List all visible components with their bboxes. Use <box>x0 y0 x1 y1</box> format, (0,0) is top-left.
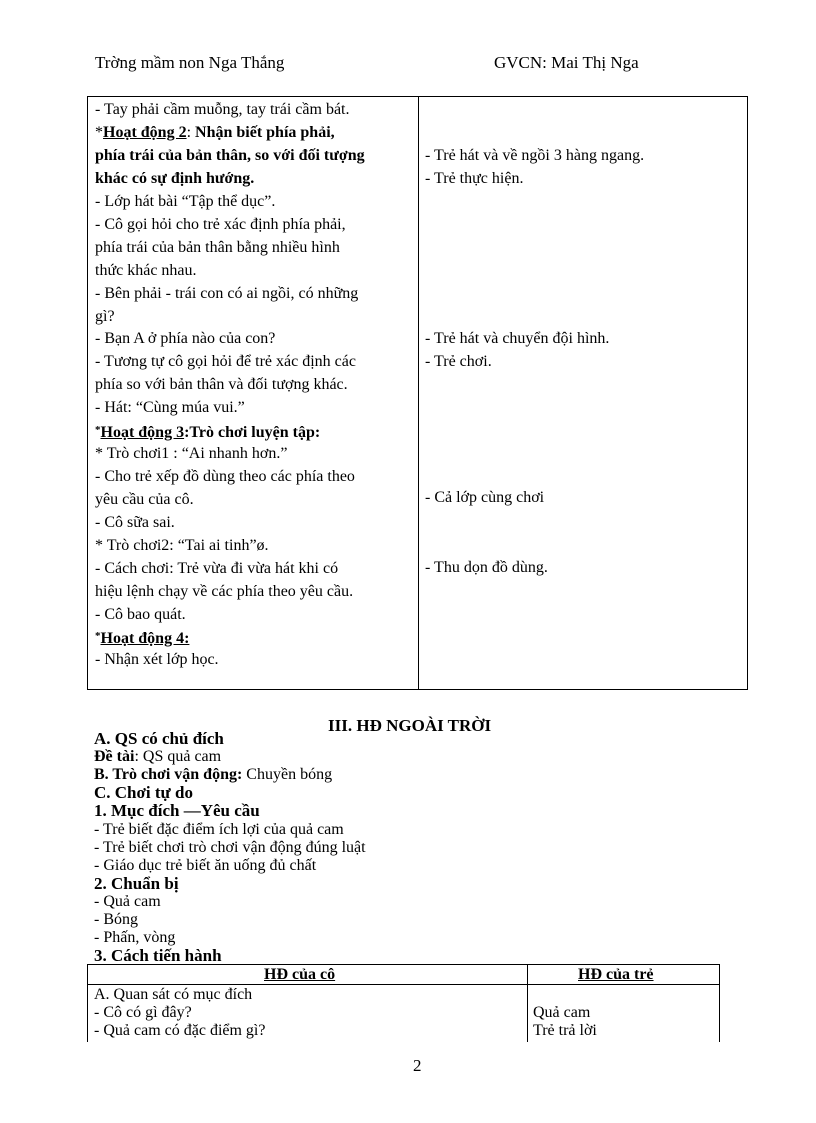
table-line: - Cô gọi hỏi cho trẻ xác định phía phải, <box>95 216 346 233</box>
col-child-header: HĐ của trẻ <box>578 966 654 983</box>
table-line: yêu cầu của cô. <box>95 491 194 508</box>
topic-label: Đề tài <box>94 748 135 765</box>
activity-2-rest: Nhận biết phía phải, <box>191 124 335 141</box>
activity-3-rest: :Trò chơi luyện tập: <box>184 424 321 441</box>
table-line: thức khác nhau. <box>95 262 197 279</box>
prep-item: - Quả cam <box>94 893 161 910</box>
activity-2-label: Hoạt động 2 <box>103 124 187 141</box>
child-activity-line: - Trẻ chơi. <box>425 353 492 370</box>
outdoor-title: III. HĐ NGOÀI TRỜI <box>328 716 492 735</box>
teacher-line: - Quả cam có đặc điểm gì? <box>94 1022 266 1039</box>
topic-value: : QS quả cam <box>134 748 222 765</box>
topic-line <box>94 748 221 766</box>
table-line: - Lớp hát bài “Tập thể dục”. <box>95 193 276 210</box>
table-line: phía trái của bản thân, so với đối tượng <box>95 147 365 164</box>
child-activity-line: - Trẻ hát và về ngồi 3 hàng ngang. <box>425 147 645 164</box>
prep-item: - Phấn, vòng <box>94 929 176 946</box>
purpose-item: - Giáo dục trẻ biết ăn uống đủ chất <box>94 857 317 874</box>
activity-2-star: * <box>95 124 103 141</box>
prep-heading: 2. Chuẩn bị <box>94 874 179 893</box>
col-teacher-header: HĐ của cô <box>264 966 336 983</box>
table-line: phía so với bản thân và đối tượng khác. <box>95 376 348 393</box>
table-line: - Tương tự cô gọi hỏi để trẻ xác định các <box>95 353 356 370</box>
table-line: - Hát: “Cùng múa vui.” <box>95 399 245 416</box>
table-line: gì? <box>95 308 115 325</box>
child-activity-line: - Trẻ hát và chuyển đội hình. <box>425 330 610 347</box>
child-line: Trẻ trả lời <box>533 1022 597 1039</box>
game-line <box>94 766 332 784</box>
game-value: Chuyền bóng <box>242 766 333 783</box>
purpose-item: - Trẻ biết đặc điểm ích lợi của quả cam <box>94 821 344 838</box>
table-line: * Trò chơi2: “Tai ai tinh”ø. <box>95 537 269 554</box>
teacher-line: - Cô có gì đây? <box>94 1004 192 1021</box>
method-table-divider <box>527 964 528 1042</box>
table-line: phía trái của bản thân bằng nhiều hình <box>95 239 340 256</box>
activity-3-heading <box>95 422 320 444</box>
child-line: Quả cam <box>533 1004 591 1021</box>
table-line: - Bên phải - trái con có ai ngồi, có những <box>95 285 359 302</box>
page-number: 2 <box>413 1056 422 1075</box>
activity-3-label: Hoạt động 3 <box>100 424 185 441</box>
activity-4-heading <box>95 628 189 650</box>
method-table-header-rule <box>87 984 720 985</box>
table-line: khác có sự định hướng. <box>95 170 255 187</box>
table-line: - Tay phải cầm muỗng, tay trái cầm bát. <box>95 101 350 118</box>
child-activity-line: - Trẻ thực hiện. <box>425 170 524 187</box>
activity-4-label: Hoạt động 4: <box>100 630 190 647</box>
table-line: - Bạn A ở phía nào của con? <box>95 330 276 347</box>
c-heading: C. Chơi tự do <box>94 783 193 802</box>
table-line: - Cô sữa sai. <box>95 514 175 531</box>
game-label: B. Trò chơi vận động: <box>94 766 243 783</box>
table-line: - Cho trẻ xếp đồ dùng theo các phía theo <box>95 468 355 485</box>
child-activity-line: - Thu dọn đồ dùng. <box>425 559 548 576</box>
school-name: Trờng mầm non Nga Thắng <box>95 53 285 72</box>
purpose-item: - Trẻ biết chơi trò chơi vận động đúng luật <box>94 839 366 856</box>
activity-4-star: * <box>95 630 101 642</box>
activity-2-colon: : <box>186 124 192 141</box>
activity-3-star: * <box>95 424 101 436</box>
purpose-heading: 1. Mục đích —Yêu cầu <box>94 801 260 820</box>
activity-table-divider <box>418 96 419 690</box>
table-line: - Cô bao quát. <box>95 606 186 623</box>
table-line: - Cách chơi: Trẻ vừa đi vừa hát khi có <box>95 560 339 577</box>
table-line: - Nhận xét lớp học. <box>95 651 219 668</box>
child-activity-line: - Cả lớp cùng chơi <box>425 489 545 506</box>
table-line: * Trò chơi1 : “Ai nhanh hơn.” <box>95 445 288 462</box>
prep-item: - Bóng <box>94 911 138 928</box>
teacher-line: A. Quan sát có mục đích <box>94 986 253 1003</box>
teacher-name: GVCN: Mai Thị Nga <box>494 53 639 72</box>
method-heading: 3. Cách tiến hành <box>94 946 222 965</box>
table-line: hiệu lệnh chạy về các phía theo yêu cầu. <box>95 583 354 600</box>
activity-2-heading <box>95 122 335 144</box>
a-heading: A. QS có chủ đích <box>94 729 224 748</box>
